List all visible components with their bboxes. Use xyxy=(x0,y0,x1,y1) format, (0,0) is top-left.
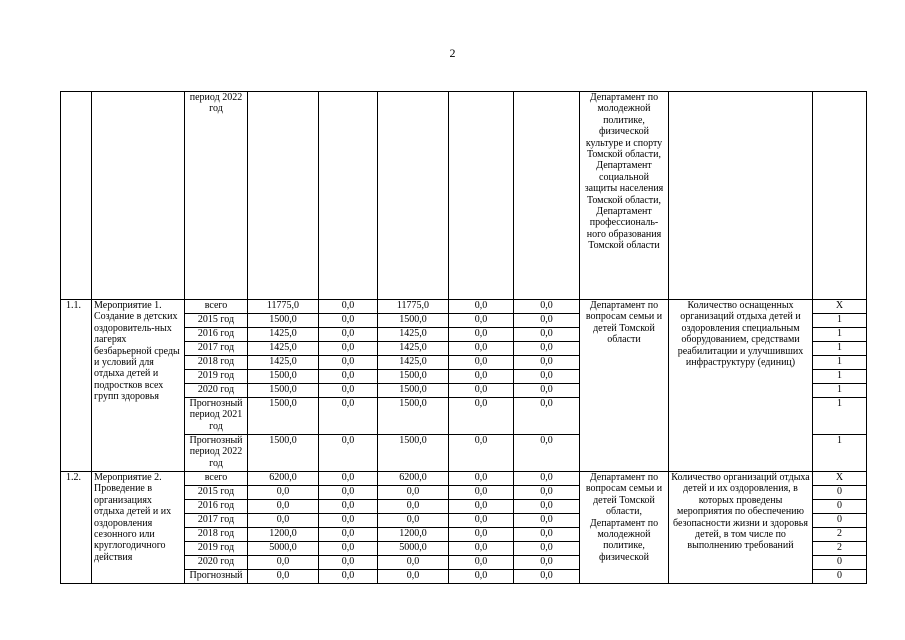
indicator-cell: Количество организаций отдыха детей и их оздоровления, в которых проведены мероприятия по обеспечению безопасности жизни и здоровья детей, в том числе по выполнению требований xyxy=(669,472,813,584)
period-cell: 2018 год xyxy=(185,528,248,542)
total-cell: 6200,0 xyxy=(248,472,319,486)
program-table xyxy=(60,91,867,584)
total-cell: 0,0 xyxy=(248,556,319,570)
executor-cell: Департамент по молодежной политике, физической культуре и спорту Томской области, Департамент социальной защиты населения Томской области, Департамент профессиональ-ного образования Томской области xyxy=(580,92,669,300)
extra-budget-cell: 0,0 xyxy=(514,556,580,570)
indicator-value-cell: 1 xyxy=(813,384,867,398)
extra-budget-cell: 0,0 xyxy=(514,300,580,314)
federal-cell: 0,0 xyxy=(319,300,378,314)
total-cell: 0,0 xyxy=(248,570,319,584)
regional-cell: 1500,0 xyxy=(378,398,449,435)
indicator-value-cell: 1 xyxy=(813,328,867,342)
measure-1-section xyxy=(61,300,867,472)
indicator-value-cell: 0 xyxy=(813,514,867,528)
total-cell: 1500,0 xyxy=(248,384,319,398)
indicator-value-cell: Х xyxy=(813,300,867,314)
period-cell: 2019 год xyxy=(185,542,248,556)
local-cell: 0,0 xyxy=(449,398,514,435)
federal-cell: 0,0 xyxy=(319,356,378,370)
regional-cell: 1425,0 xyxy=(378,356,449,370)
extra-budget-cell: 0,0 xyxy=(514,472,580,486)
regional-cell: 1500,0 xyxy=(378,384,449,398)
period-cell: период 2022 год xyxy=(185,92,248,300)
local-cell: 0,0 xyxy=(449,500,514,514)
federal-cell: 0,0 xyxy=(319,556,378,570)
measure-number: 1.1. xyxy=(61,300,92,472)
regional-cell: 1500,0 xyxy=(378,314,449,328)
extra-budget-cell: 0,0 xyxy=(514,570,580,584)
extra-budget-cell: 0,0 xyxy=(514,370,580,384)
local-cell: 0,0 xyxy=(449,570,514,584)
total-cell: 1200,0 xyxy=(248,528,319,542)
total-cell: 5000,0 xyxy=(248,542,319,556)
period-cell: 2017 год xyxy=(185,514,248,528)
period-cell: 2019 год xyxy=(185,370,248,384)
regional-cell: 1500,0 xyxy=(378,435,449,472)
indicator-value-cell: 0 xyxy=(813,570,867,584)
period-cell: 2020 год xyxy=(185,556,248,570)
extra-budget-cell: 0,0 xyxy=(514,328,580,342)
indicator-value-cell: 1 xyxy=(813,314,867,328)
federal-cell: 0,0 xyxy=(319,472,378,486)
regional-cell: 5000,0 xyxy=(378,542,449,556)
extra-budget-cell: 0,0 xyxy=(514,342,580,356)
period-cell: Прогнозный xyxy=(185,570,248,584)
extra-budget-cell: 0,0 xyxy=(514,435,580,472)
regional-cell: 11775,0 xyxy=(378,300,449,314)
table-row xyxy=(61,472,867,486)
total-cell: 0,0 xyxy=(248,486,319,500)
regional-cell: 1500,0 xyxy=(378,370,449,384)
local-cell: 0,0 xyxy=(449,486,514,500)
executor-cell: Департамент по вопросам семьи и детей Томской области xyxy=(580,300,669,472)
local-cell: 0,0 xyxy=(449,328,514,342)
extra-budget-cell: 0,0 xyxy=(514,500,580,514)
indicator-value-cell: 0 xyxy=(813,486,867,500)
federal-cell: 0,0 xyxy=(319,435,378,472)
measure-name: Мероприятие 1. Создание в детских оздоровитель-ных лагерях безбарьерной среды и условий для отдыха детей и подростков всех групп здоровья xyxy=(92,300,185,472)
federal-cell: 0,0 xyxy=(319,342,378,356)
indicator-value-cell: 2 xyxy=(813,528,867,542)
total-cell: 1425,0 xyxy=(248,342,319,356)
period-cell: 2015 год xyxy=(185,486,248,500)
federal-cell: 0,0 xyxy=(319,528,378,542)
local-cell: 0,0 xyxy=(449,542,514,556)
federal-cell: 0,0 xyxy=(319,486,378,500)
measure-2-section xyxy=(61,472,867,584)
extra-budget-cell: 0,0 xyxy=(514,528,580,542)
federal-cell: 0,0 xyxy=(319,370,378,384)
total-cell: 0,0 xyxy=(248,500,319,514)
extra-budget-cell: 0,0 xyxy=(514,486,580,500)
extra-budget-cell: 0,0 xyxy=(514,384,580,398)
period-cell: 2016 год xyxy=(185,328,248,342)
indicator-value-cell: 1 xyxy=(813,398,867,435)
local-cell: 0,0 xyxy=(449,314,514,328)
total-cell: 1500,0 xyxy=(248,314,319,328)
measure-number: 1.2. xyxy=(61,472,92,584)
extra-budget-cell: 0,0 xyxy=(514,398,580,435)
total-cell: 1425,0 xyxy=(248,356,319,370)
indicator-value-cell: 2 xyxy=(813,542,867,556)
period-cell: 2020 год xyxy=(185,384,248,398)
regional-cell: 0,0 xyxy=(378,514,449,528)
regional-cell: 0,0 xyxy=(378,570,449,584)
extra-budget-cell: 0,0 xyxy=(514,542,580,556)
executor-cell: Департамент по вопросам семьи и детей Томской области, Департамент по молодежной политике, физической xyxy=(580,472,669,584)
regional-cell: 1425,0 xyxy=(378,342,449,356)
regional-cell: 0,0 xyxy=(378,486,449,500)
period-cell: всего xyxy=(185,472,248,486)
local-cell: 0,0 xyxy=(449,556,514,570)
period-cell: 2016 год xyxy=(185,500,248,514)
period-cell: 2017 год xyxy=(185,342,248,356)
local-cell: 0,0 xyxy=(449,514,514,528)
indicator-value-cell: Х xyxy=(813,472,867,486)
extra-budget-cell: 0,0 xyxy=(514,356,580,370)
regional-cell: 0,0 xyxy=(378,500,449,514)
local-cell: 0,0 xyxy=(449,435,514,472)
total-cell: 1500,0 xyxy=(248,435,319,472)
indicator-value-cell: 1 xyxy=(813,356,867,370)
local-cell: 0,0 xyxy=(449,472,514,486)
local-cell: 0,0 xyxy=(449,342,514,356)
table-row xyxy=(61,92,867,300)
indicator-value-cell: 0 xyxy=(813,556,867,570)
federal-cell: 0,0 xyxy=(319,570,378,584)
federal-cell: 0,0 xyxy=(319,328,378,342)
page-number: 2 xyxy=(449,46,456,60)
extra-budget-cell: 0,0 xyxy=(514,314,580,328)
federal-cell: 0,0 xyxy=(319,514,378,528)
total-cell: 11775,0 xyxy=(248,300,319,314)
local-cell: 0,0 xyxy=(449,356,514,370)
total-cell: 0,0 xyxy=(248,514,319,528)
period-cell: 2015 год xyxy=(185,314,248,328)
federal-cell: 0,0 xyxy=(319,542,378,556)
regional-cell: 1200,0 xyxy=(378,528,449,542)
indicator-value-cell: 1 xyxy=(813,435,867,472)
federal-cell: 0,0 xyxy=(319,314,378,328)
total-cell: 1500,0 xyxy=(248,398,319,435)
indicator-value-cell: 1 xyxy=(813,370,867,384)
table-row xyxy=(61,300,867,314)
local-cell: 0,0 xyxy=(449,370,514,384)
local-cell: 0,0 xyxy=(449,300,514,314)
regional-cell: 0,0 xyxy=(378,556,449,570)
regional-cell: 1425,0 xyxy=(378,328,449,342)
federal-cell: 0,0 xyxy=(319,500,378,514)
period-cell: Прогнозный период 2022 год xyxy=(185,435,248,472)
period-cell: 2018 год xyxy=(185,356,248,370)
local-cell: 0,0 xyxy=(449,528,514,542)
local-cell: 0,0 xyxy=(449,384,514,398)
indicator-cell: Количество оснащенных организаций отдыха детей и оздоровления специальным оборудованием, средствами реабилитации и улучшивших инфраструктуру (единиц) xyxy=(669,300,813,472)
total-cell: 1425,0 xyxy=(248,328,319,342)
measure-name: Мероприятие 2. Проведение в организациях отдыха детей и их оздоровления сезонного или круглогодичного действия xyxy=(92,472,185,584)
period-cell: Прогнозный период 2021 год xyxy=(185,398,248,435)
federal-cell: 0,0 xyxy=(319,384,378,398)
indicator-value-cell: 0 xyxy=(813,500,867,514)
regional-cell: 6200,0 xyxy=(378,472,449,486)
period-cell: всего xyxy=(185,300,248,314)
total-cell: 1500,0 xyxy=(248,370,319,384)
indicator-value-cell: 1 xyxy=(813,342,867,356)
federal-cell: 0,0 xyxy=(319,398,378,435)
extra-budget-cell: 0,0 xyxy=(514,514,580,528)
